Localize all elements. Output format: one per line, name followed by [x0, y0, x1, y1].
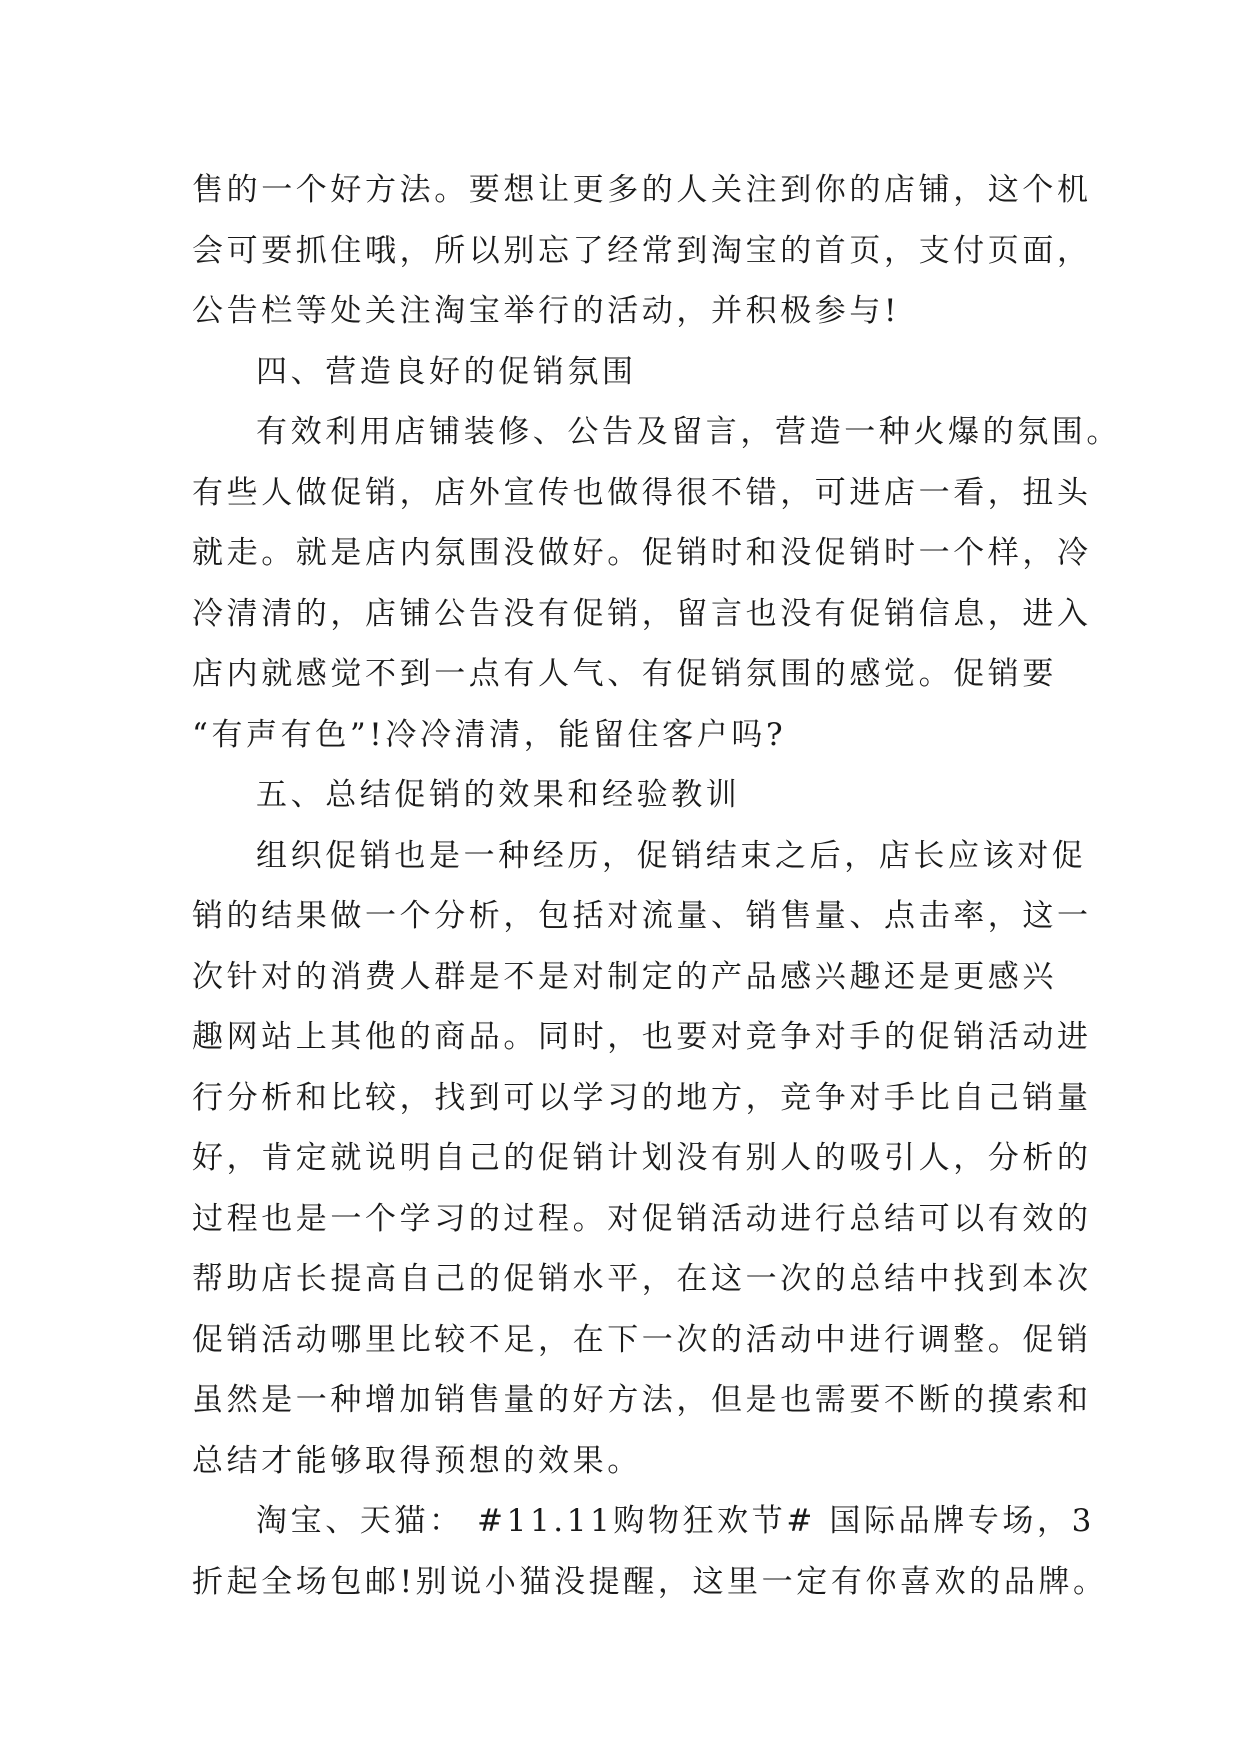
text-line: 售的一个好方法。要想让更多的人关注到你的店铺，这个机: [192, 172, 1092, 208]
body-text: [192, 160, 1121, 1612]
promo-line: 淘宝、天猫： #11.11购物狂欢节# 国际品牌专场，3: [256, 1503, 1095, 1539]
text-line: 行分析和比较，找到可以学习的地方，竞争对手比自己销量: [192, 1079, 1092, 1116]
text-line: 冷清清的，店铺公告没有促销，留言也没有促销信息，进入: [192, 595, 1092, 632]
section-heading-4: 四、营造良好的促销氛围: [256, 353, 637, 390]
text-line: 店内就感觉不到一点有人气、有促销氛围的感觉。促销要: [192, 656, 1057, 692]
text-line: 帮助店长提高自己的促销水平，在这一次的总结中找到本次: [192, 1261, 1092, 1297]
text-line: 就走。就是店内氛围没做好。促销时和没促销时一个样，冷: [192, 535, 1092, 571]
section-heading-5: 五、总结促销的效果和经验教训: [256, 777, 741, 813]
text-line: 趣网站上其他的商品。同时，也要对竞争对手的促销活动进: [192, 1019, 1092, 1055]
text-line: 次针对的消费人群是不是对制定的产品感兴趣还是更感兴: [192, 958, 1057, 995]
text-line: 有些人做促销，店外宣传也做得很不错，可进店一看，扭头: [192, 474, 1092, 511]
text-line: 公告栏等处关注淘宝举行的活动，并积极参与!: [192, 293, 901, 329]
text-line: 虽然是一种增加销售量的好方法，但是也需要不断的摸索和: [192, 1382, 1092, 1418]
text-line: 销的结果做一个分析，包括对流量、销售量、点击率，这一: [192, 898, 1092, 934]
promo-line: 折起全场包邮!别说小猫没提醒，这里一定有你喜欢的品牌。: [192, 1563, 1108, 1600]
text-line: 组织促销也是一种经历，促销结束之后，店长应该对促: [256, 837, 1087, 874]
text-line: 会可要抓住哦，所以别忘了经常到淘宝的首页，支付页面，: [192, 232, 1092, 269]
text-line: 过程也是一个学习的过程。对促销活动进行总结可以有效的: [192, 1200, 1092, 1237]
text-line: 有效利用店铺装修、公告及留言，营造一种火爆的氛围。: [256, 414, 1121, 450]
text-line: 促销活动哪里比较不足，在下一次的活动中进行调整。促销: [192, 1321, 1092, 1358]
text-line: 总结才能够取得预想的效果。: [192, 1442, 642, 1479]
text-line: 好，肯定就说明自己的促销计划没有别人的吸引人，分析的: [192, 1140, 1092, 1176]
text-line: “有声有色”!冷冷清清，能留住客户吗?: [192, 716, 787, 753]
